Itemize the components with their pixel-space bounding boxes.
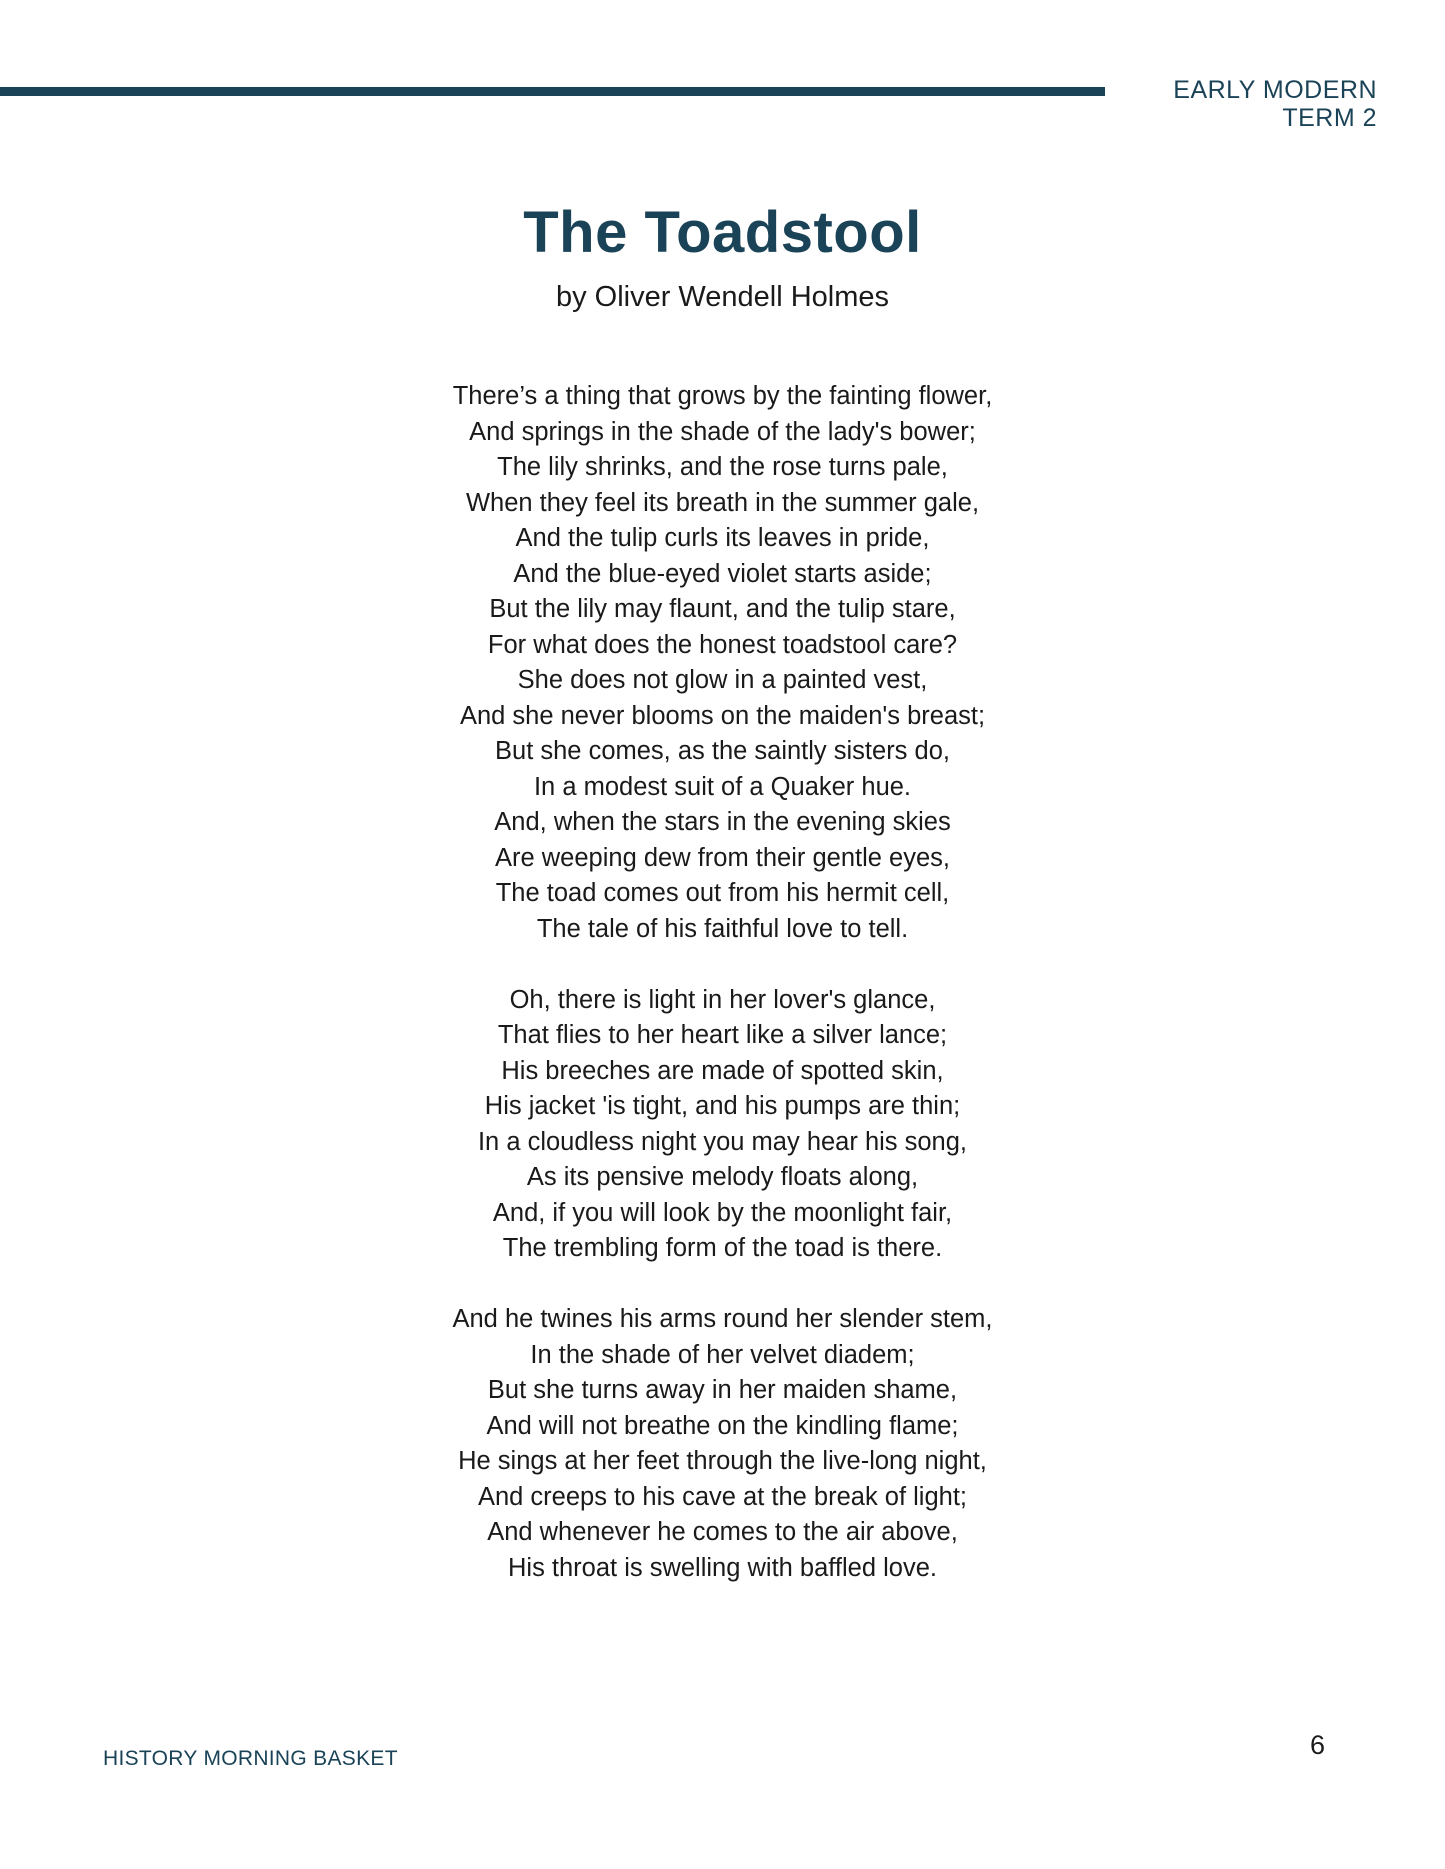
poem-line: She does not glow in a painted vest, <box>517 666 928 694</box>
poem-line: And she never blooms on the maiden's breast; <box>459 701 986 730</box>
poem-line: There’s a thing that grows by the fainting flower, <box>452 382 993 410</box>
page-number: 6 <box>1309 1730 1325 1760</box>
poem-line: As its pensive melody floats along, <box>526 1163 919 1191</box>
footer-series-title: HISTORY MORNING BASKET <box>103 1747 398 1770</box>
poem-line: His jacket 'is tight, and his pumps are thin; <box>484 1092 961 1120</box>
poem-line: And the tulip curls its leaves in pride, <box>515 524 930 552</box>
poem-line: And, if you will look by the moonlight fair, <box>492 1198 953 1227</box>
poem-line: That flies to her heart like a silver lance; <box>497 1021 948 1049</box>
poem-line: And creeps to his cave at the break of light; <box>477 1482 968 1511</box>
poem-line: The lily shrinks, and the rose turns pale, <box>497 453 948 481</box>
stanza-1 <box>0 379 1445 947</box>
poem-line: His breeches are made of spotted skin, <box>501 1056 944 1085</box>
header-tag-line-2: TERM 2 <box>1282 104 1377 132</box>
poem-line: He sings at her feet through the live-long night, <box>458 1447 987 1475</box>
page-title: The Toadstool <box>523 200 922 265</box>
stanza-3 <box>0 1302 1445 1586</box>
poem-line: His throat is swelling with baffled love. <box>508 1553 937 1582</box>
poem-line: And whenever he comes to the air above, <box>487 1518 958 1546</box>
header-tag-line-1: EARLY MODERN <box>1173 76 1377 104</box>
stanza-2 <box>0 983 1445 1267</box>
poem-line: For what does the honest toadstool care? <box>487 630 958 659</box>
poem-line: But the lily may flaunt, and the tulip stare, <box>489 595 956 623</box>
header-rule <box>0 87 1105 96</box>
poem-line: And will not breathe on the kindling flame; <box>486 1411 959 1440</box>
poem-body <box>0 379 1445 1622</box>
poem-line: And, when the stars in the evening skies <box>494 808 951 836</box>
poem-line: But she turns away in her maiden shame, <box>487 1376 958 1404</box>
poem-line: And the blue-eyed violet starts aside; <box>513 559 932 588</box>
poem-line: And he twines his arms round her slender stem, <box>452 1305 993 1333</box>
author-byline: by Oliver Wendell Holmes <box>555 281 890 313</box>
poem-line: When they feel its breath in the summer gale, <box>465 488 980 517</box>
poem-line: Oh, there is light in her lover's glance, <box>509 985 936 1014</box>
poem-line: The trembling form of the toad is there. <box>502 1234 943 1262</box>
poem-line: And springs in the shade of the lady's bower; <box>469 417 976 446</box>
poem-line: The tale of his faithful love to tell. <box>536 914 909 943</box>
poem-line: In a cloudless night you may hear his song, <box>477 1127 968 1156</box>
poem-line: In a modest suit of a Quaker hue. <box>533 772 912 801</box>
poem-line: In the shade of her velvet diadem; <box>530 1340 915 1369</box>
poem-line: But she comes, as the saintly sisters do, <box>495 737 950 765</box>
poem-line: Are weeping dew from their gentle eyes, <box>495 843 950 872</box>
poem-line: The toad comes out from his hermit cell, <box>495 879 950 907</box>
header-tag <box>1173 76 1377 132</box>
